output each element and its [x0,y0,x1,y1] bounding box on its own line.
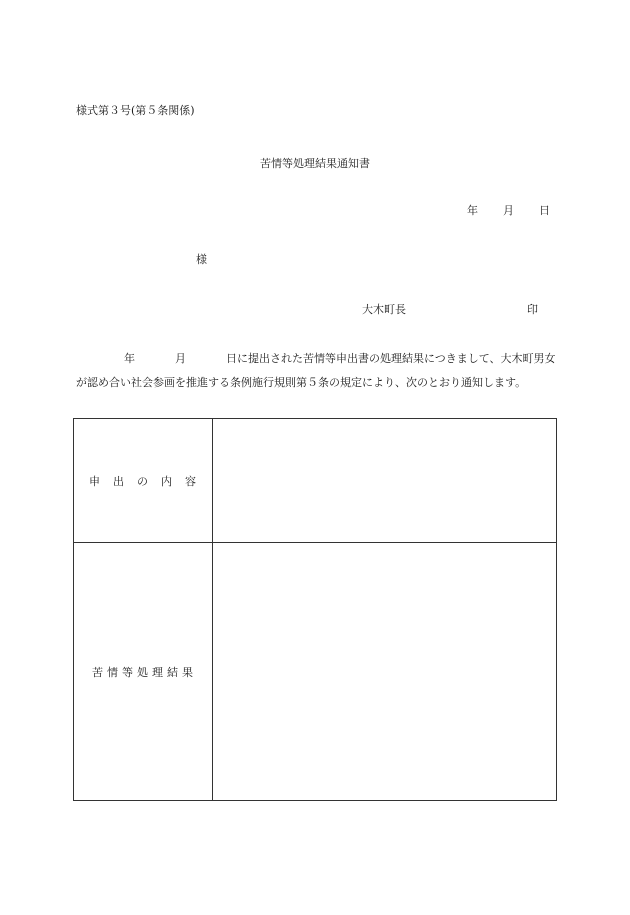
recipient-suffix: 様 [196,253,207,266]
body-text: 日に提出された苦情等申出書の処理結果につきまして、大木町男女が認め合い社会参画を推進する条例施行規則第５条の規定により、次のとおり通知します。 [76,352,556,389]
date-day: 日 [539,204,550,217]
result-field[interactable] [213,543,557,801]
sender-name: 大木町長 [362,303,406,316]
seal-mark: 印 [527,303,538,316]
body-year: 年 [124,352,135,365]
date-month: 月 [503,204,514,217]
result-label: 苦 情 等 処 理 結 果 [74,543,213,801]
request-content-label: 申 出 の 内 容 [74,419,213,543]
body-month: 月 [175,352,186,365]
date-year: 年 [467,204,478,217]
document-title: 苦情等処理結果通知書 [260,157,370,170]
result-table [73,418,557,801]
table-row [74,543,557,801]
form-number: 様式第３号(第５条関係) [76,104,195,117]
notice-paragraph [76,347,556,395]
table-row [74,419,557,543]
date-line [467,202,550,218]
request-content-field[interactable] [213,419,557,543]
